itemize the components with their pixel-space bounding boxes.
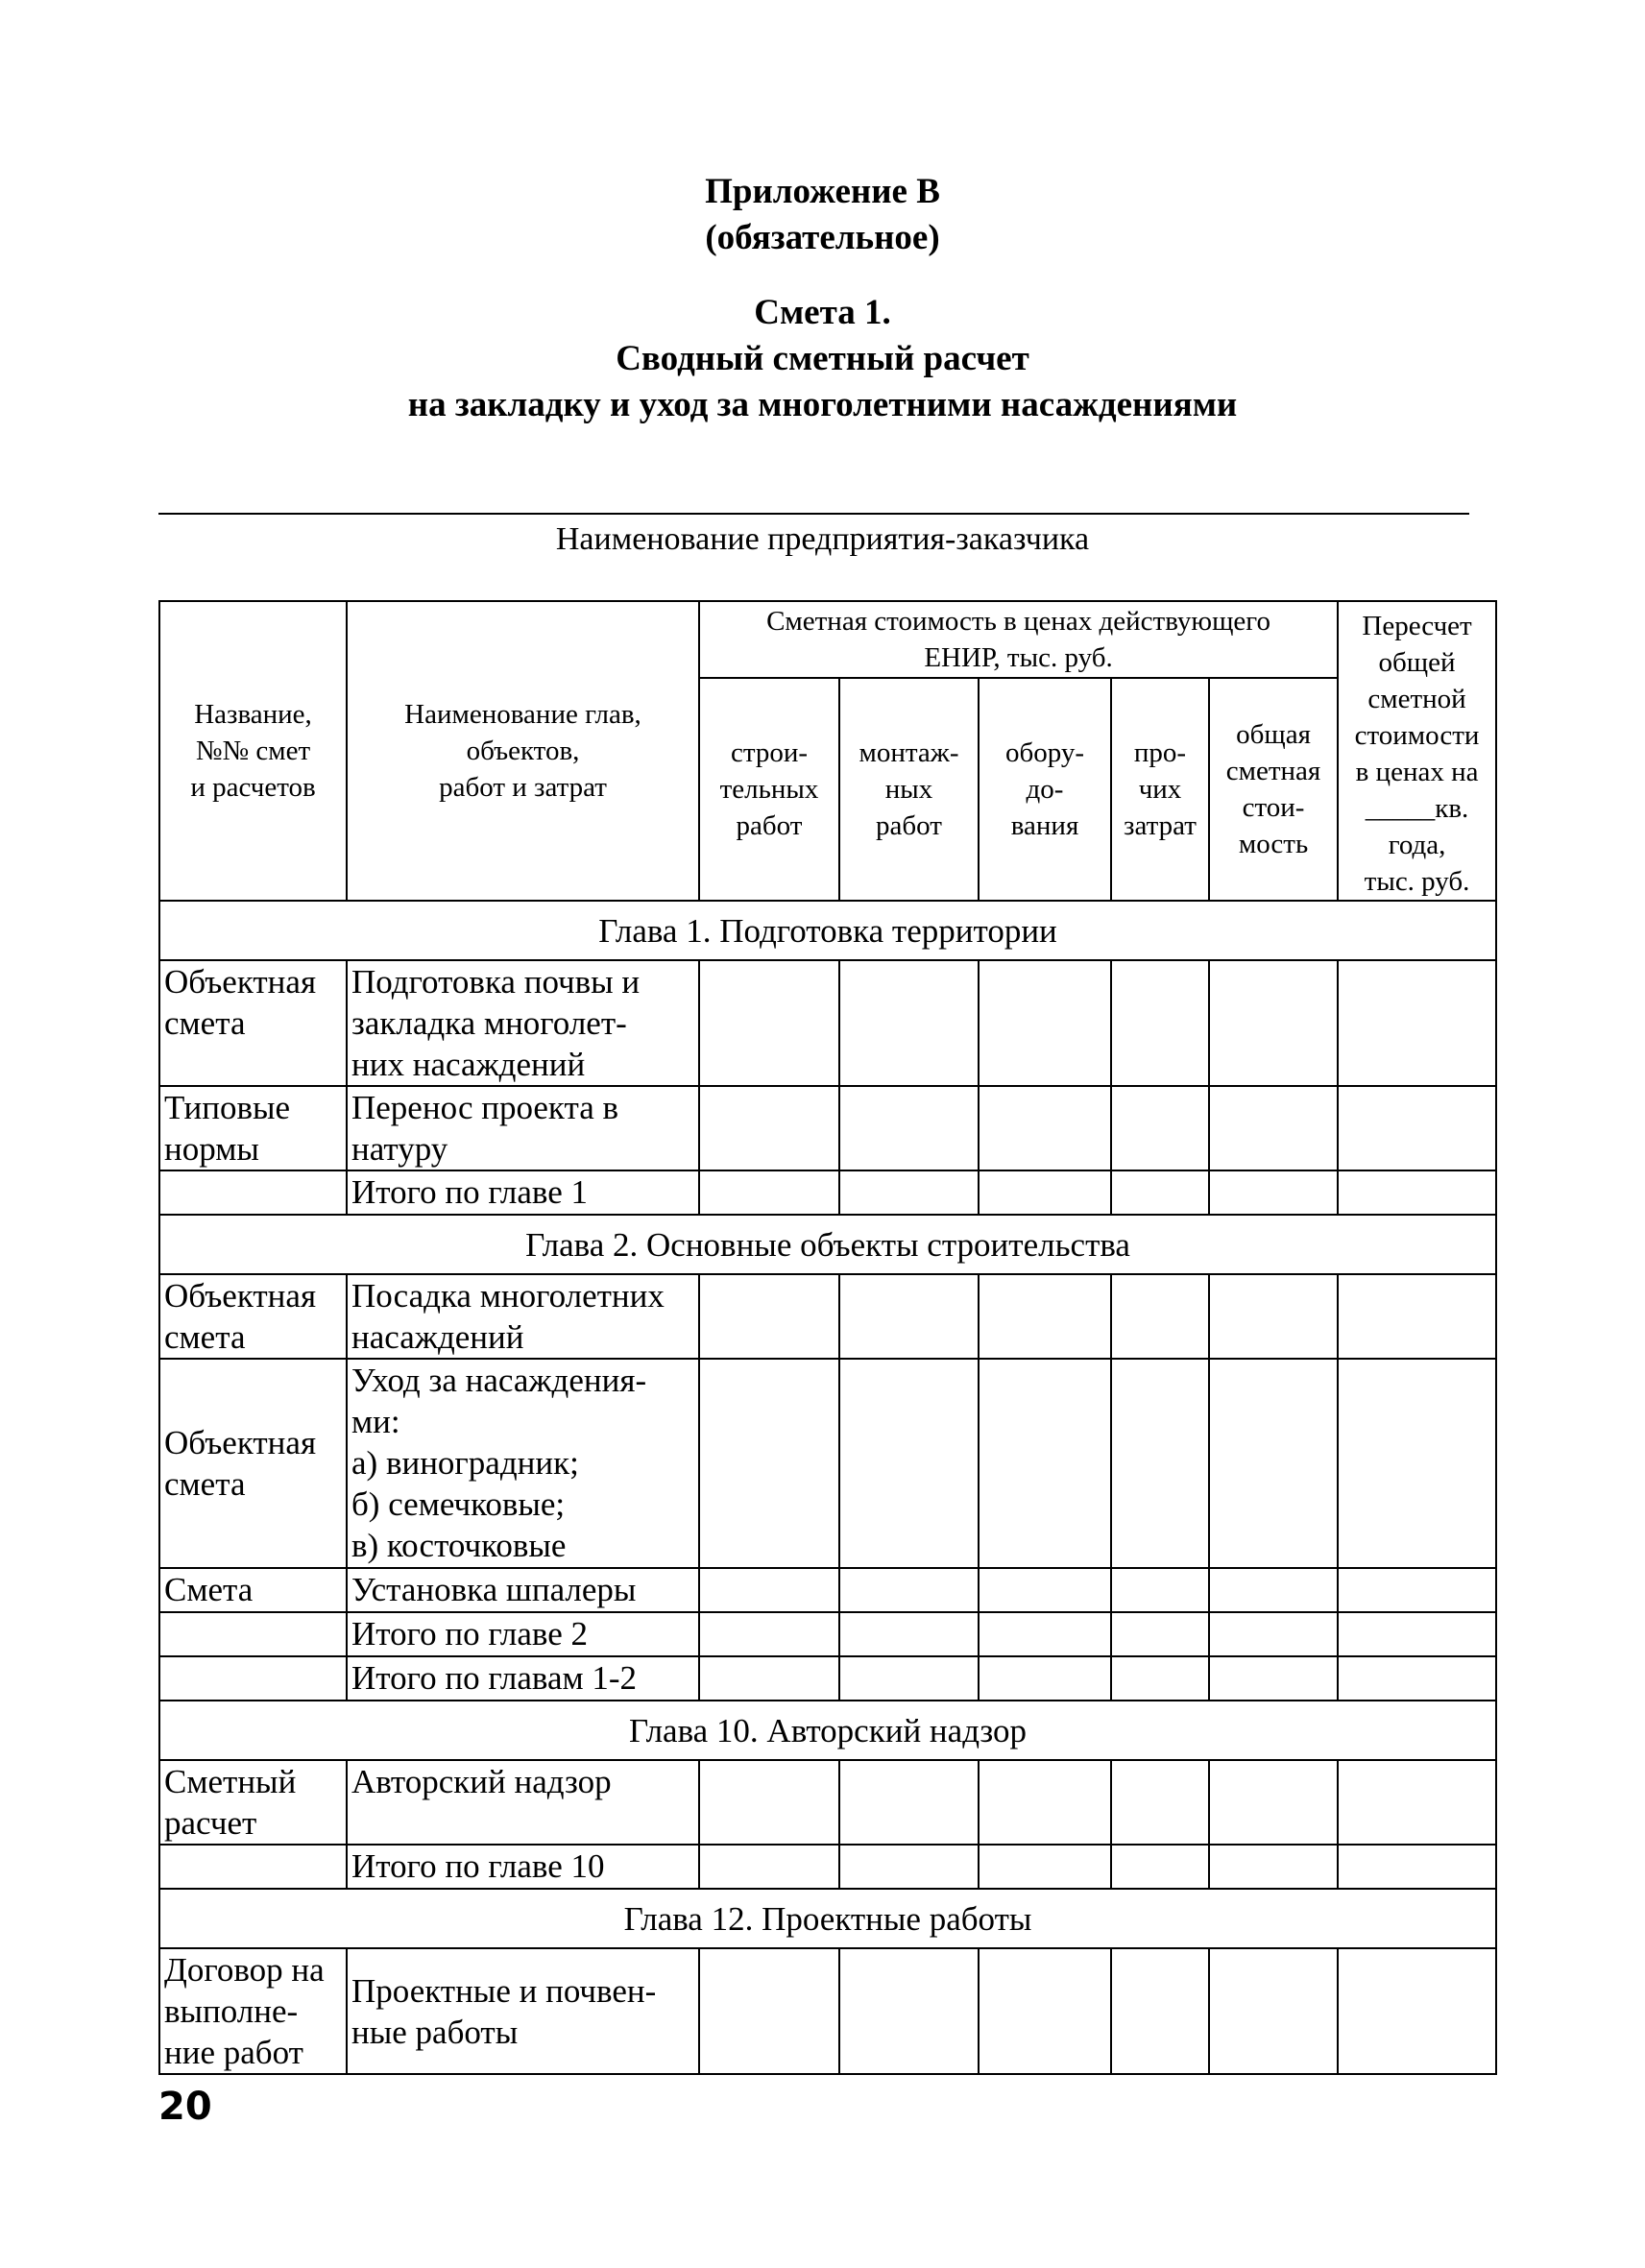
value-cell — [699, 1274, 839, 1359]
estimate-number: Смета 1. — [754, 293, 891, 332]
value-cell — [979, 1656, 1111, 1701]
doc-cell: Типовые нормы — [159, 1086, 347, 1170]
value-cell — [1111, 1948, 1209, 2074]
value-cell — [979, 1274, 1111, 1359]
value-cell — [1111, 960, 1209, 1086]
value-cell — [1338, 1274, 1496, 1359]
table-row — [159, 1760, 1496, 1845]
item-cell: Итого по главе 10 — [347, 1845, 699, 1889]
value-cell — [1209, 1568, 1338, 1612]
chapter-10-title: Глава 10. Авторский надзор — [159, 1701, 1496, 1760]
value-cell — [699, 960, 839, 1086]
value-cell — [839, 1170, 979, 1215]
value-cell — [1338, 1845, 1496, 1889]
value-cell — [1111, 1568, 1209, 1612]
item-cell: Уход за насаждения- ми: а) виноградник; б) семечковые; в) косточковые — [347, 1359, 699, 1568]
value-cell — [1209, 1948, 1338, 2074]
appendix-title: Приложение В — [705, 172, 940, 211]
table-row — [159, 1948, 1496, 2074]
value-cell — [699, 1568, 839, 1612]
value-cell — [699, 1359, 839, 1568]
doc-cell: Смета — [159, 1568, 347, 1612]
value-cell — [1338, 1568, 1496, 1612]
value-cell — [1111, 1612, 1209, 1656]
value-cell — [1338, 960, 1496, 1086]
item-cell: Итого по главам 1-2 — [347, 1656, 699, 1701]
doc-cell — [159, 1656, 347, 1701]
value-cell — [839, 1612, 979, 1656]
value-cell — [1111, 1845, 1209, 1889]
item-cell: Перенос проекта в натуру — [347, 1086, 699, 1170]
value-cell — [1111, 1086, 1209, 1170]
value-cell — [1338, 1359, 1496, 1568]
value-cell — [839, 960, 979, 1086]
value-cell — [699, 1656, 839, 1701]
value-cell — [1338, 1656, 1496, 1701]
item-cell: Установка шпалеры — [347, 1568, 699, 1612]
value-cell — [1111, 1359, 1209, 1568]
value-cell — [699, 1170, 839, 1215]
value-cell — [839, 1568, 979, 1612]
estimate-title-line1: Сводный сметный расчет — [616, 339, 1029, 378]
page-number: 20 — [158, 2085, 212, 2129]
chapter-1-title: Глава 1. Подготовка территории — [159, 901, 1496, 960]
value-cell — [839, 1845, 979, 1889]
value-cell — [979, 960, 1111, 1086]
item-cell: Подготовка почвы и закладка многолет- них насаждений — [347, 960, 699, 1086]
value-cell — [839, 1274, 979, 1359]
value-cell — [1209, 1274, 1338, 1359]
value-cell — [979, 1612, 1111, 1656]
table-row — [159, 1568, 1496, 1612]
item-cell: Итого по главе 1 — [347, 1170, 699, 1215]
value-cell — [1209, 960, 1338, 1086]
table-row — [159, 1170, 1496, 1215]
value-cell — [1111, 1274, 1209, 1359]
doc-cell: Объектная смета — [159, 1359, 347, 1568]
doc-cell: Договор на выполне- ние работ — [159, 1948, 347, 2074]
item-cell: Проектные и почвен- ные работы — [347, 1948, 699, 2074]
table-row — [159, 1656, 1496, 1701]
doc-cell — [159, 1612, 347, 1656]
value-cell — [839, 1086, 979, 1170]
table-row — [159, 1845, 1496, 1889]
value-cell — [699, 1086, 839, 1170]
value-cell — [839, 1948, 979, 2074]
value-cell — [699, 1948, 839, 2074]
table-row — [159, 1359, 1496, 1568]
header-doc-name: Название, №№ смет и расчетов — [159, 601, 347, 901]
header-construction: строи- тельных работ — [699, 678, 839, 901]
value-cell — [1209, 1170, 1338, 1215]
item-cell: Авторский надзор — [347, 1760, 699, 1845]
doc-cell — [159, 1845, 347, 1889]
value-cell — [1209, 1845, 1338, 1889]
value-cell — [1111, 1760, 1209, 1845]
value-cell — [699, 1845, 839, 1889]
value-cell — [839, 1359, 979, 1568]
header-recalc: Пересчет общей сметной стоимости в ценах на _____кв. года, тыс. руб. — [1338, 601, 1496, 901]
value-cell — [979, 1760, 1111, 1845]
value-cell — [979, 1359, 1111, 1568]
item-cell: Посадка многолетних насаждений — [347, 1274, 699, 1359]
estimate-title-line2: на закладку и уход за многолетними насаждениями — [407, 385, 1238, 424]
doc-cell: Объектная смета — [159, 1274, 347, 1359]
customer-name-line — [158, 513, 1469, 515]
doc-cell: Сметный расчет — [159, 1760, 347, 1845]
value-cell — [979, 1086, 1111, 1170]
estimate-table — [158, 600, 1497, 2075]
header-total: общая сметная стои- мость — [1209, 678, 1338, 901]
chapter-2-title: Глава 2. Основные объекты строительства — [159, 1215, 1496, 1274]
header-equipment: обору- до- вания — [979, 678, 1111, 901]
header-installation: монтаж- ных работ — [839, 678, 979, 901]
value-cell — [979, 1948, 1111, 2074]
value-cell — [1111, 1656, 1209, 1701]
value-cell — [1209, 1656, 1338, 1701]
doc-cell: Объектная смета — [159, 960, 347, 1086]
value-cell — [699, 1760, 839, 1845]
value-cell — [979, 1845, 1111, 1889]
value-cell — [1338, 1948, 1496, 2074]
value-cell — [839, 1656, 979, 1701]
value-cell — [1338, 1612, 1496, 1656]
value-cell — [979, 1568, 1111, 1612]
value-cell — [1209, 1086, 1338, 1170]
header-cost-group: Сметная стоимость в ценах действующего ЕНИР, тыс. руб. — [699, 601, 1338, 678]
value-cell — [1338, 1170, 1496, 1215]
value-cell — [839, 1760, 979, 1845]
table-row — [159, 1612, 1496, 1656]
table-row — [159, 960, 1496, 1086]
value-cell — [1209, 1359, 1338, 1568]
header-other: про- чих затрат — [1111, 678, 1209, 901]
item-cell: Итого по главе 2 — [347, 1612, 699, 1656]
value-cell — [699, 1612, 839, 1656]
header-item-name: Наименование глав, объектов, работ и затрат — [347, 601, 699, 901]
value-cell — [1209, 1612, 1338, 1656]
table-row — [159, 1086, 1496, 1170]
table-row — [159, 1274, 1496, 1359]
value-cell — [1338, 1086, 1496, 1170]
doc-cell — [159, 1170, 347, 1215]
value-cell — [1111, 1170, 1209, 1215]
value-cell — [1209, 1760, 1338, 1845]
value-cell — [979, 1170, 1111, 1215]
appendix-status: (обязательное) — [705, 218, 940, 257]
customer-label: Наименование предприятия-заказчика — [555, 521, 1090, 557]
value-cell — [1338, 1760, 1496, 1845]
chapter-12-title: Глава 12. Проектные работы — [159, 1889, 1496, 1948]
